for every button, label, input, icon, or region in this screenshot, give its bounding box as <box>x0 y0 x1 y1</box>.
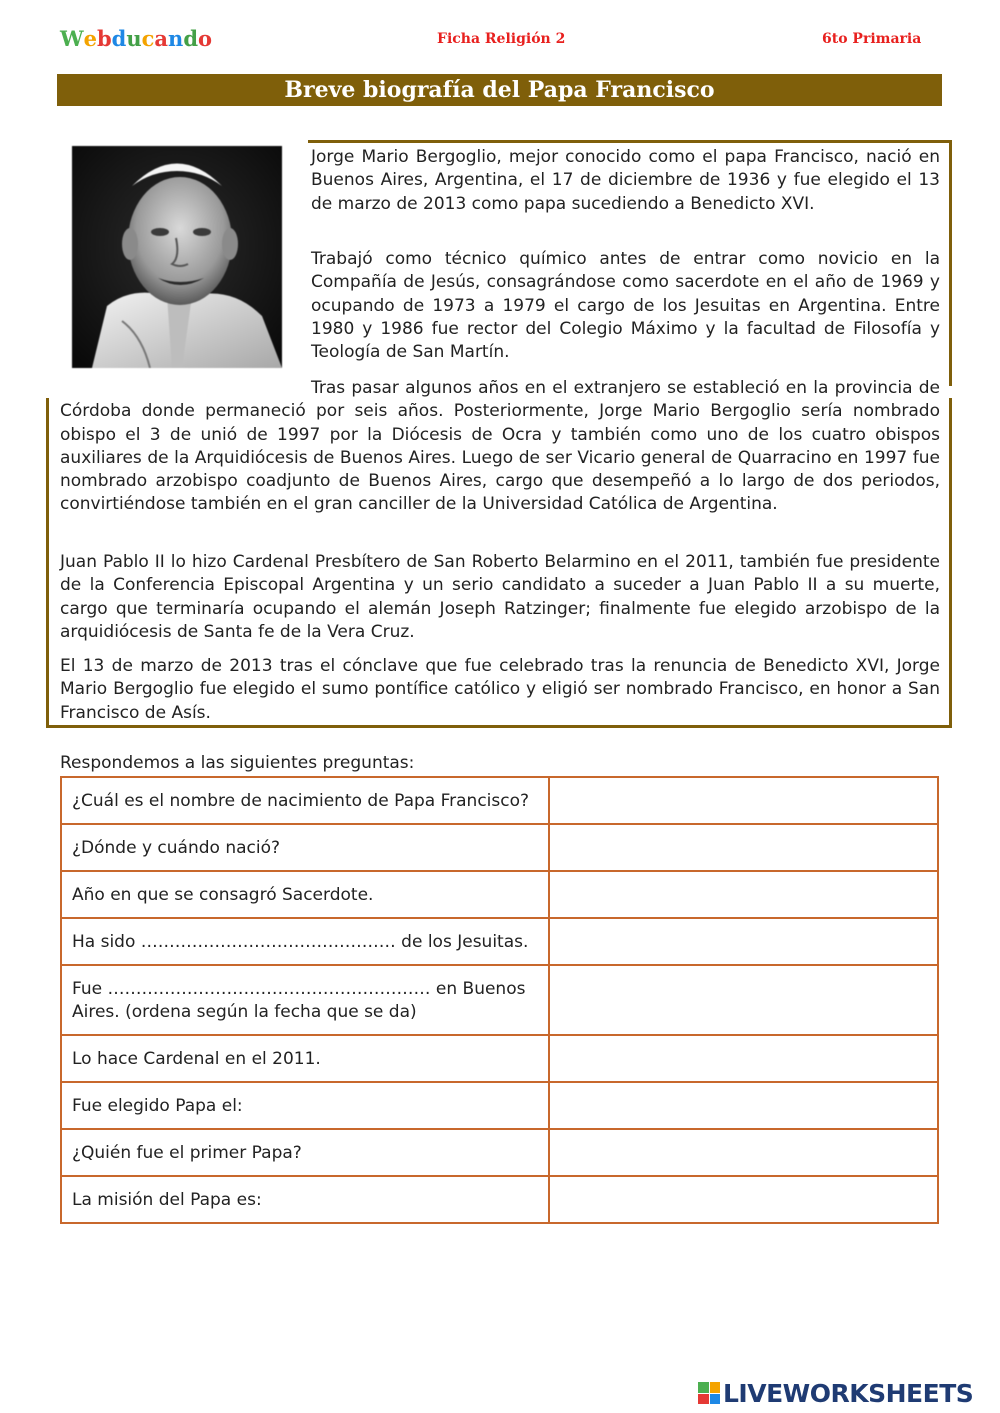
brand-letter: n <box>168 26 184 51</box>
question-cell: Fue elegido Papa el: <box>61 1082 549 1129</box>
question-cell: La misión del Papa es: <box>61 1176 549 1223</box>
brand-letter: W <box>60 26 84 51</box>
logo-square <box>698 1382 709 1393</box>
table-row <box>61 1035 938 1082</box>
table-row <box>61 918 938 965</box>
questions-table <box>60 776 939 1224</box>
biography-paragraph-1: Jorge Mario Bergoglio, mejor conocido como el papa Francisco, nació en Buenos Aires, Argentina, el 17 de diciembre de 1936 y fue elegido el 13 de marzo de 2013 como papa sucediendo a Benedicto XVI. <box>311 147 940 214</box>
brand-letter: c <box>141 26 155 51</box>
answer-field[interactable] <box>549 824 938 871</box>
brand-letter: o <box>198 26 213 51</box>
biography-paragraph-5: El 13 de marzo de 2013 tras el cónclave que fue celebrado tras la renuncia de Benedicto XVI, Jorge Mario Bergoglio fue elegido el sumo pontífice católico y eligió ser nombrado Francisco, en honor a San Francisco de Asís. <box>60 656 940 723</box>
answer-field[interactable] <box>549 1082 938 1129</box>
table-row <box>61 1176 938 1223</box>
logo-square <box>710 1382 721 1393</box>
question-cell: ¿Cuál es el nombre de nacimiento de Papa Francisco? <box>61 777 549 824</box>
biography-paragraph-3: Tras pasar algunos años en el extranjero se estableció en la provincia de Córdoba donde permaneció por seis años. Posteriormente, Jorge Mario Bergoglio sería nombrado obispo el 3 de unió de 1997 por la Diócesis de Ocra y también como uno de los cuatro obispos auxiliares de la Arquidiócesis de Buenos Aires. Luego de ser Vicario general de Quarracino en 1997 fue nombrado arzobispo coadjunto de Buenos Aires, cargo que desempeñó a lo largo de dos periodos, convirtiéndose también en el gran canciller de la Universidad Católica de Argentina. <box>60 378 940 515</box>
portrait-photo <box>72 146 282 368</box>
brand-letter: d <box>183 26 198 51</box>
answer-field[interactable] <box>549 965 938 1035</box>
logo-square <box>710 1394 721 1405</box>
table-row <box>61 965 938 1035</box>
questions-intro: Respondemos a las siguientes preguntas: <box>60 753 415 773</box>
brand-letter: b <box>96 26 112 51</box>
logo-square <box>698 1394 709 1405</box>
brand-letter: e <box>83 26 97 51</box>
table-row <box>61 777 938 824</box>
brand-letter: u <box>126 26 142 51</box>
liveworksheets-logo-text: LIVEWORKSHEETS <box>723 1378 974 1408</box>
question-cell: Ha sido ……………………………………… de los Jesuitas. <box>61 918 549 965</box>
biography-paragraph-4: Juan Pablo II lo hizo Cardenal Presbítero de San Roberto Belarmino en el 2011, también fue presidente de la Conferencia Episcopal Argentina y un serio candidato a suceder a Juan Pablo II a su muerte, cargo que terminaría ocupando el alemán Joseph Ratzinger; finalmente fue elegido arzobispo de la arquidiócesis de Santa fe de la Vera Cruz. <box>60 552 940 642</box>
worksheet-grade: 6to Primaria <box>822 31 922 47</box>
answer-field[interactable] <box>549 1035 938 1082</box>
brand-letter: d <box>111 26 127 51</box>
question-cell: Año en que se consagró Sacerdote. <box>61 871 549 918</box>
table-row <box>61 824 938 871</box>
biography-paragraph-2: Trabajó como técnico químico antes de entrar como novicio en la Compañía de Jesús, consagrándose como sacerdote en el año de 1969 y ocupando de 1973 a 1979 el cargo de los Jesuitas en Argentina. Entre 1980 y 1986 fue rector del Colegio Máximo y la facultad de Filosofía y Teología de San Martín. <box>311 249 940 363</box>
question-cell: ¿Quién fue el primer Papa? <box>61 1129 549 1176</box>
table-row <box>61 871 938 918</box>
question-cell: ¿Dónde y cuándo nació? <box>61 824 549 871</box>
worksheet-subject: Ficha Religión 2 <box>437 31 566 47</box>
table-row <box>61 1129 938 1176</box>
brand-letter: a <box>154 26 169 51</box>
answer-field[interactable] <box>549 1176 938 1223</box>
question-cell: Fue ………………………………………………… en Buenos Aires. (ordena según la fecha que se da) <box>61 965 549 1035</box>
portrait-image <box>72 146 282 368</box>
page-title: Breve biografía del Papa Francisco <box>57 74 942 106</box>
brand-logo <box>60 26 212 51</box>
page-header <box>0 26 1000 56</box>
answer-field[interactable] <box>549 918 938 965</box>
liveworksheets-logo[interactable] <box>698 1380 973 1406</box>
answer-field[interactable] <box>549 777 938 824</box>
answer-field[interactable] <box>549 871 938 918</box>
answer-field[interactable] <box>549 1129 938 1176</box>
table-row <box>61 1082 938 1129</box>
liveworksheets-mark-icon <box>698 1382 720 1404</box>
question-cell: Lo hace Cardenal en el 2011. <box>61 1035 549 1082</box>
